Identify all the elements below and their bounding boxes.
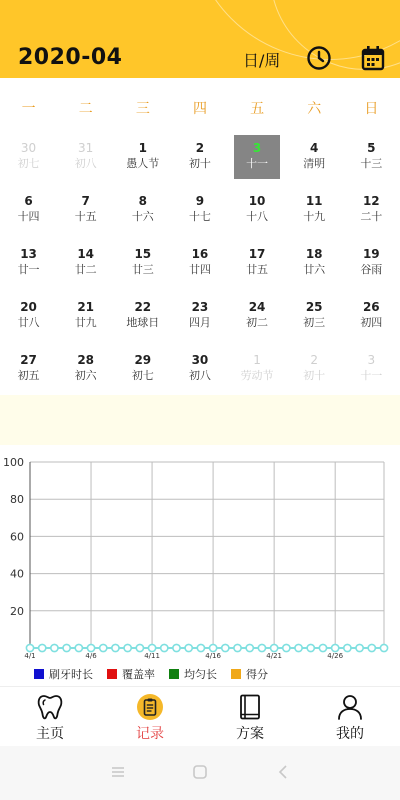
weekday-label: 三 (135, 101, 150, 117)
lunar-date: 初八 (188, 369, 211, 382)
calendar-day[interactable] (114, 344, 171, 397)
x-tick-label: 4/21 (266, 652, 283, 660)
nav-label: 我的 (336, 726, 364, 742)
calendar-day[interactable] (343, 344, 400, 397)
y-tick-label: 40 (10, 567, 24, 581)
calendar-day[interactable] (343, 185, 400, 238)
app-header (0, 0, 400, 78)
day-number: 7 (81, 194, 90, 208)
lunar-date: 廿八 (17, 316, 40, 329)
calendar-day[interactable] (343, 238, 400, 291)
day-number: 21 (77, 300, 95, 314)
weekday-label: 一 (21, 101, 36, 117)
lunar-date: 地球日 (126, 316, 160, 329)
legend-label: 均匀长 (184, 668, 217, 681)
y-tick-label: 60 (10, 530, 24, 544)
x-tick-label: 4/16 (205, 652, 221, 660)
day-number: 19 (362, 247, 380, 261)
data-point (39, 644, 46, 651)
calendar-day-selected[interactable] (229, 132, 286, 185)
data-point (75, 644, 82, 651)
day-cell-inner (177, 294, 223, 338)
day-number: 22 (134, 300, 152, 314)
tooth-icon (36, 693, 64, 721)
lunar-date: 十一 (360, 369, 383, 382)
day-cell-inner (348, 241, 394, 285)
data-point (283, 644, 290, 651)
day-cell-inner (63, 294, 109, 338)
day-number: 17 (248, 247, 266, 261)
lunar-date: 十六 (131, 210, 154, 223)
clock-icon[interactable] (306, 45, 332, 71)
day-number: 30 (191, 353, 209, 367)
lunar-date: 廿九 (74, 316, 97, 329)
day-cell-inner (6, 188, 52, 232)
data-point (63, 644, 70, 651)
calendar-day[interactable] (57, 185, 114, 238)
lunar-date: 四月 (188, 316, 211, 329)
calendar-day[interactable] (0, 238, 57, 291)
nav-plan[interactable] (200, 687, 300, 747)
nav-label: 方案 (236, 726, 264, 742)
day-cell-inner (177, 347, 223, 391)
lunar-date: 十九 (303, 210, 326, 223)
nav-label: 记录 (136, 726, 164, 742)
y-tick-label: 20 (10, 604, 24, 618)
day-cell-inner (63, 347, 109, 391)
day-number: 28 (77, 353, 95, 367)
weekday-label: 六 (307, 101, 322, 117)
lunar-date: 二十 (360, 210, 383, 223)
calendar-day[interactable] (286, 238, 343, 291)
day-week-toggle[interactable]: 日/周 (243, 51, 281, 70)
legend-label: 刷牙时长 (49, 668, 93, 681)
calendar-day[interactable] (0, 132, 57, 185)
data-point (319, 644, 326, 651)
day-cell-inner (63, 135, 109, 179)
day-number: 5 (367, 141, 376, 155)
day-number: 13 (20, 247, 37, 261)
day-cell-inner (6, 135, 52, 179)
day-number: 30 (20, 141, 37, 155)
lunar-date: 十五 (74, 210, 97, 223)
data-point (234, 644, 241, 651)
calendar-day[interactable] (343, 132, 400, 185)
y-tick-label: 80 (10, 493, 24, 507)
legend-item (231, 666, 268, 682)
day-cell-inner (120, 294, 166, 338)
day-cell-inner (6, 347, 52, 391)
calendar-day[interactable] (171, 132, 228, 185)
calendar-day[interactable] (57, 291, 114, 344)
data-point (356, 644, 363, 651)
home-icon[interactable] (192, 764, 208, 784)
day-cell-inner (6, 294, 52, 338)
day-cell-inner (291, 294, 337, 338)
calendar-day[interactable] (114, 291, 171, 344)
calendar-week-row (0, 291, 400, 344)
data-point (380, 644, 387, 651)
day-number: 9 (195, 194, 205, 208)
data-point (258, 644, 265, 651)
calendar-day[interactable] (286, 344, 343, 397)
day-cell-inner (63, 188, 109, 232)
data-point (271, 644, 278, 651)
day-number: 12 (362, 194, 380, 208)
day-cell-inner (63, 241, 109, 285)
lunar-date: 初二 (246, 316, 269, 329)
back-icon[interactable] (276, 764, 292, 784)
data-point (136, 644, 143, 651)
day-cell-inner (234, 188, 280, 232)
calendar-day[interactable] (229, 291, 286, 344)
weekday-label: 五 (250, 101, 265, 117)
day-cell-inner (348, 135, 394, 179)
day-number: 3 (367, 353, 376, 367)
data-point (148, 644, 155, 651)
data-point (246, 644, 253, 651)
day-cell-inner (6, 241, 52, 285)
lunar-date: 初七 (131, 369, 154, 382)
day-cell-inner (234, 294, 280, 338)
calendar-day[interactable] (57, 344, 114, 397)
lunar-date: 廿四 (188, 263, 211, 276)
day-number: 15 (134, 247, 152, 261)
data-point (197, 644, 204, 651)
data-point (295, 644, 302, 651)
summary-band (0, 395, 400, 445)
data-point (112, 644, 119, 651)
data-point (210, 644, 217, 651)
lunar-date: 十一 (246, 157, 269, 170)
day-number: 1 (253, 353, 261, 367)
lunar-date: 初十 (188, 157, 211, 170)
legend-swatch-orange (231, 669, 241, 679)
day-cell-inner (348, 188, 394, 232)
lunar-date: 清明 (303, 157, 326, 170)
calendar-day[interactable] (286, 291, 343, 344)
nav-mine[interactable] (300, 687, 400, 747)
day-number: 31 (78, 141, 94, 155)
day-number: 27 (20, 353, 37, 367)
day-number: 11 (305, 194, 323, 208)
data-point (173, 644, 180, 651)
data-point (51, 644, 58, 651)
day-number: 3 (252, 141, 262, 155)
calendar-day[interactable] (229, 185, 286, 238)
day-number: 6 (24, 194, 33, 208)
calendar-day[interactable] (57, 238, 114, 291)
data-point (161, 644, 168, 651)
calendar-day[interactable] (0, 185, 57, 238)
calendar-week-row (0, 238, 400, 291)
lunar-date: 十七 (188, 210, 211, 223)
menu-icon[interactable] (110, 764, 126, 784)
calendar-day[interactable] (114, 238, 171, 291)
day-cell-inner (177, 135, 223, 179)
weekday-header (0, 98, 400, 122)
day-number: 1 (138, 141, 147, 155)
lunar-date: 廿三 (131, 263, 154, 276)
x-tick-label: 4/6 (85, 652, 97, 660)
calendar-day[interactable] (171, 185, 228, 238)
lunar-date: 廿一 (17, 263, 40, 276)
system-nav-bar (0, 746, 400, 800)
weekday-label: 四 (192, 101, 207, 117)
legend-item (107, 666, 155, 682)
bottom-nav (0, 686, 400, 746)
lunar-date: 十三 (360, 157, 383, 170)
day-cell-inner (291, 135, 337, 179)
x-tick-label: 4/1 (24, 652, 36, 660)
lunar-date: 初十 (303, 369, 326, 382)
person-icon (336, 693, 364, 721)
calendar-day[interactable] (343, 291, 400, 344)
day-number: 18 (305, 247, 323, 261)
day-cell-inner (177, 188, 223, 232)
weekday-label: 二 (78, 101, 93, 117)
day-cell-inner (234, 241, 280, 285)
day-number: 14 (77, 247, 95, 261)
chart-legend (34, 666, 282, 682)
weekday-label: 日 (364, 101, 379, 117)
day-cell-inner (177, 241, 223, 285)
data-point (185, 644, 192, 651)
data-point (222, 644, 229, 651)
day-cell-inner (234, 135, 280, 179)
day-number: 4 (310, 141, 319, 155)
legend-swatch-red (107, 669, 117, 679)
lunar-date: 初三 (303, 316, 326, 329)
data-point (124, 644, 131, 651)
day-cell-inner (120, 347, 166, 391)
calendar-day[interactable] (0, 344, 57, 397)
legend-item (169, 666, 217, 682)
nav-label: 主页 (36, 726, 64, 742)
brushing-chart (0, 450, 400, 685)
day-cell-inner (291, 188, 337, 232)
clipboard-icon (136, 693, 164, 721)
day-number: 25 (305, 300, 323, 314)
data-point (87, 644, 94, 651)
calendar-day[interactable] (229, 344, 286, 397)
calendar-week-row (0, 185, 400, 238)
calendar-day[interactable] (171, 344, 228, 397)
data-point (344, 644, 351, 651)
data-point (307, 644, 314, 651)
x-tick-label: 4/11 (144, 652, 160, 660)
calendar-grid (0, 132, 400, 397)
lunar-date: 愚人节 (126, 157, 160, 170)
lunar-date: 十八 (246, 210, 269, 223)
lunar-date: 劳动节 (240, 369, 274, 382)
y-tick-label: 100 (3, 456, 24, 469)
lunar-date: 初八 (74, 157, 97, 170)
legend-item (34, 666, 93, 682)
day-cell-inner (120, 135, 166, 179)
calendar-day[interactable] (229, 238, 286, 291)
day-cell-inner (348, 294, 394, 338)
day-cell-inner (291, 241, 337, 285)
day-number: 10 (248, 194, 266, 208)
book-icon (236, 693, 264, 721)
data-point (100, 644, 107, 651)
calendar-day[interactable] (286, 185, 343, 238)
lunar-date: 廿二 (74, 263, 97, 276)
x-tick-label: 4/26 (327, 652, 344, 660)
lunar-date: 廿六 (303, 263, 326, 276)
lunar-date: 初六 (74, 369, 97, 382)
lunar-date: 十四 (17, 210, 40, 223)
calendar-icon[interactable] (361, 45, 385, 71)
day-cell-inner (120, 241, 166, 285)
lunar-date: 廿五 (246, 263, 269, 276)
calendar-day[interactable] (171, 291, 228, 344)
legend-label: 覆盖率 (122, 668, 155, 681)
month-title: 2020-04 (18, 45, 123, 70)
day-number: 16 (191, 247, 209, 261)
legend-label: 得分 (246, 668, 268, 681)
day-number: 23 (191, 300, 209, 314)
nav-record[interactable] (100, 687, 200, 747)
day-cell-inner (234, 347, 280, 391)
day-number: 2 (195, 141, 205, 155)
calendar-day[interactable] (0, 291, 57, 344)
data-point (368, 644, 375, 651)
calendar-day[interactable] (114, 132, 171, 185)
day-number: 29 (134, 353, 152, 367)
calendar-day[interactable] (171, 238, 228, 291)
lunar-date: 初四 (360, 316, 383, 329)
calendar-day[interactable] (286, 132, 343, 185)
lunar-date: 初七 (17, 157, 40, 170)
calendar-week-row (0, 344, 400, 397)
day-cell-inner (348, 347, 394, 391)
calendar-week-row (0, 132, 400, 185)
day-number: 2 (310, 353, 318, 367)
legend-swatch-blue (34, 669, 44, 679)
day-number: 20 (20, 300, 37, 314)
day-cell-inner (120, 188, 166, 232)
lunar-date: 谷雨 (360, 263, 383, 276)
data-point (26, 644, 33, 651)
data-point (332, 644, 339, 651)
lunar-date: 初五 (17, 369, 40, 382)
day-number: 26 (362, 300, 380, 314)
nav-home[interactable] (0, 687, 100, 747)
legend-swatch-green (169, 669, 179, 679)
day-number: 8 (138, 194, 147, 208)
calendar-day[interactable] (114, 185, 171, 238)
day-number: 24 (248, 300, 266, 314)
day-cell-inner (291, 347, 337, 391)
calendar-day[interactable] (57, 132, 114, 185)
